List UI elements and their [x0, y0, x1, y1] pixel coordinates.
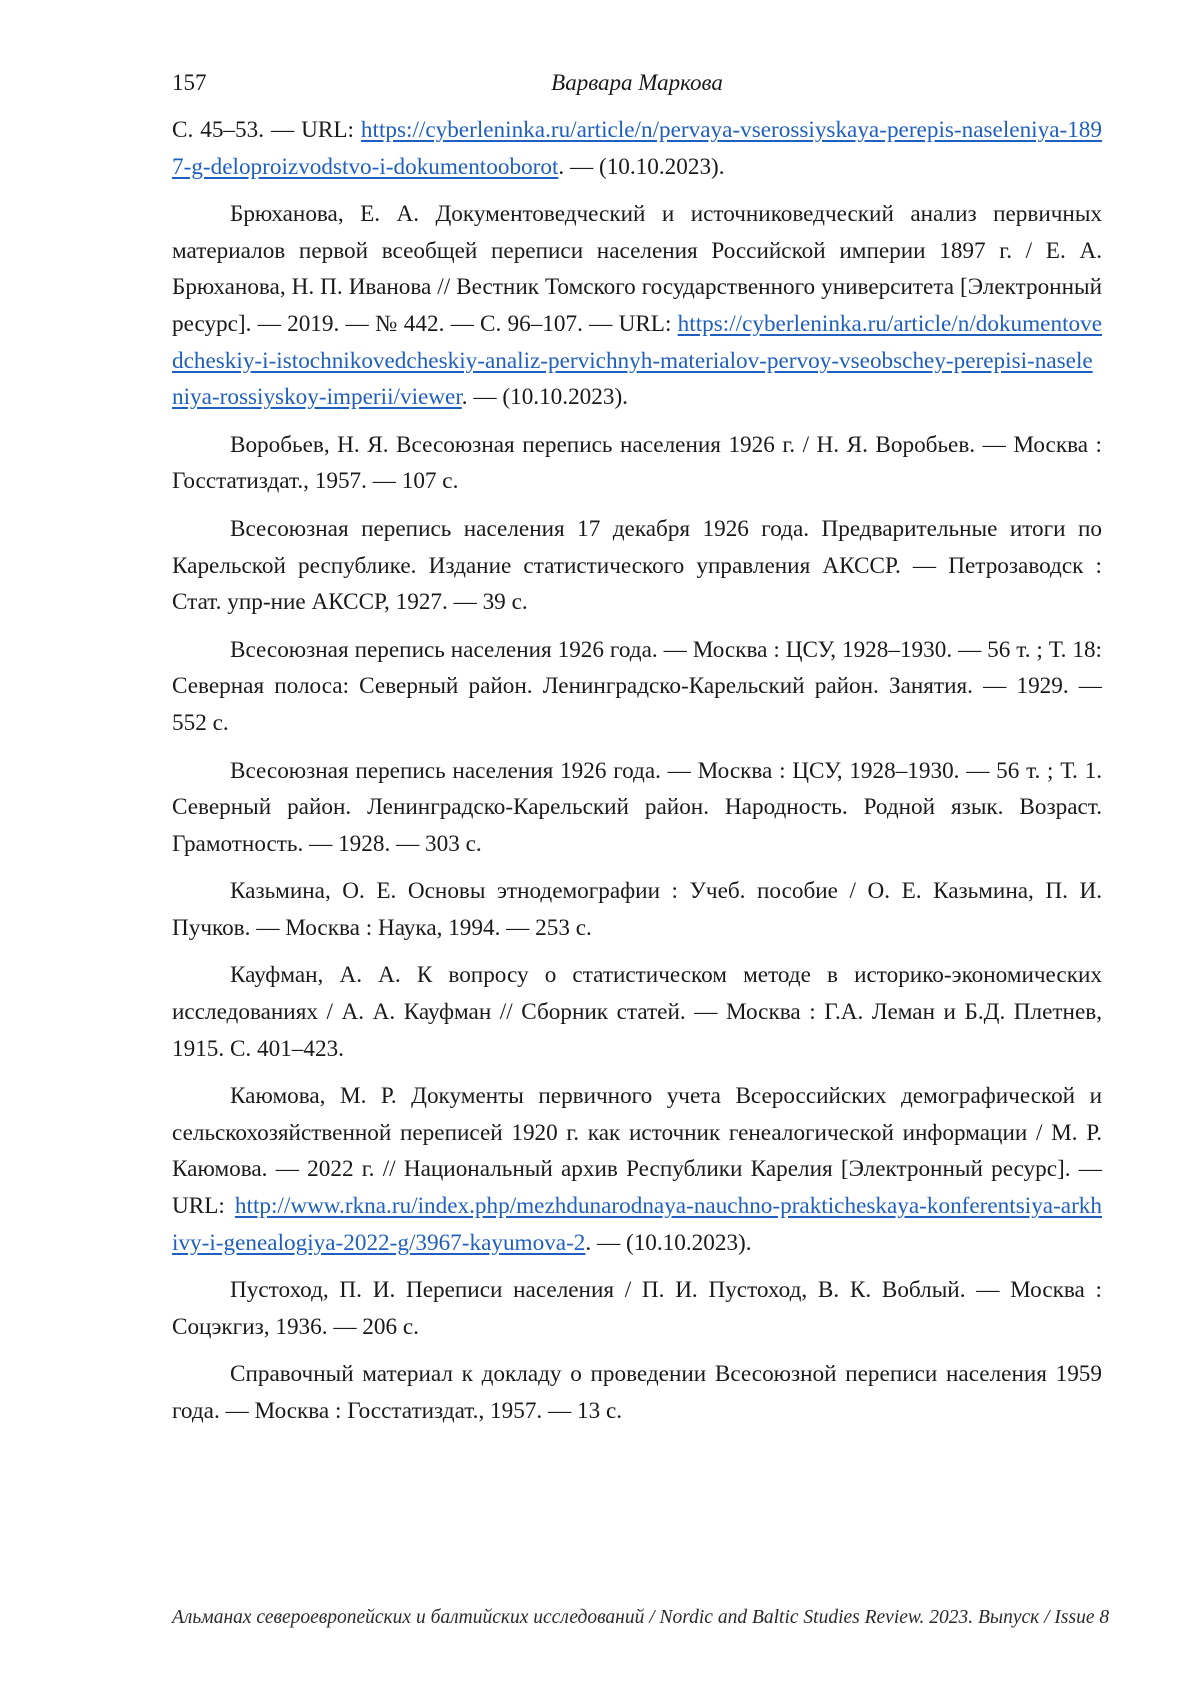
- reference-list: [172, 112, 1102, 1441]
- reference-access-date: . — (10.10.2023).: [558, 154, 724, 180]
- page-number: 157: [172, 70, 207, 96]
- reference-text: Брюханова, Е. А. Документоведческий и источниковедческий анализ первичных материалов первой всеобщей переписи населения Российской империи 1897 г. / Е. А. Брюханова, Н. П. Иванова // Вестник Томского государственного университета [Электронный ресурс]. — 2019. — № 442. — С. 96–107. — URL:: [172, 201, 1102, 337]
- journal-footer: Альманах североевропейских и балтийских исследований / Nordic and Baltic Studies Review. 2023. Выпуск / Issue 8: [172, 1607, 1102, 1629]
- reference-entry: [172, 196, 1102, 416]
- reference-text: Казьмина, О. Е. Основы этнодемографии : Учеб. пособие / О. Е. Казьмина, П. И. Пучков. — Москва : Наука, 1994. — 253 с.: [172, 878, 1102, 941]
- reference-text: Всесоюзная перепись населения 1926 года. — Москва : ЦСУ, 1928–1930. — 56 т. ; Т. 1. Северный район. Ленинградско-Карельский район. Народность. Родной язык. Возраст. Грамотность. — 1928. — 303 с.: [172, 758, 1102, 857]
- running-head-author: Варвара Маркова: [172, 70, 1102, 96]
- reference-access-date: . — (10.10.2023).: [585, 1230, 751, 1256]
- reference-entry: [172, 873, 1102, 946]
- reference-text: Кауфман, А. А. К вопросу о статистическом методе в историко-экономических исследованиях / А. А. Кауфман // Сборник статей. — Москва : Г.А. Леман и Б.Д. Плетнев, 1915. С. 401–423.: [172, 962, 1102, 1061]
- page-header: [172, 70, 1102, 106]
- reference-entry: [172, 112, 1102, 185]
- reference-text: Справочный материал к докладу о проведении Всесоюзной переписи населения 1959 года. — Москва : Госстатиздат., 1957. — 13 с.: [172, 1361, 1102, 1424]
- reference-entry: [172, 957, 1102, 1067]
- reference-link[interactable]: http://www.rkna.ru/index.php/mezhdunarodnaya-nauchno-prakticheskaya-konferentsiya-arkhivy-i-genealogiya-2022-g/3967-kayumova-2: [172, 1193, 1102, 1256]
- reference-entry: [172, 1272, 1102, 1345]
- reference-entry: [172, 427, 1102, 500]
- reference-text: С. 45–53. — URL:: [172, 117, 361, 143]
- reference-entry: [172, 1078, 1102, 1261]
- reference-text: Пустоход, П. И. Переписи населения / П. И. Пустоход, В. К. Воблый. — Москва : Соцэкгиз, 1936. — 206 с.: [172, 1277, 1102, 1340]
- reference-entry: [172, 511, 1102, 621]
- reference-link[interactable]: https://cyberleninka.ru/article/n/dokumentovedcheskiy-i-istochnikovedcheskiy-analiz-pervichnyh-materialov-pervoy-vseobschey-perepisi-naseleniya-rossiyskoy-imperii/viewer: [172, 311, 1102, 410]
- reference-entry: [172, 632, 1102, 742]
- reference-text: Всесоюзная перепись населения 17 декабря 1926 года. Предварительные итоги по Карельской республике. Издание статистического управления АКССР. — Петрозаводск : Стат. упр-ние АКССР, 1927. — 39 с.: [172, 516, 1102, 615]
- reference-text: Всесоюзная перепись населения 1926 года. — Москва : ЦСУ, 1928–1930. — 56 т. ; Т. 18: Северная полоса: Северный район. Ленинградско-Карельский район. Занятия. — 1929. — 552 с.: [172, 637, 1102, 736]
- reference-entry: [172, 753, 1102, 863]
- reference-entry: [172, 1356, 1102, 1429]
- reference-text: Воробьев, Н. Я. Всесоюзная перепись населения 1926 г. / Н. Я. Воробьев. — Москва : Госстатиздат., 1957. — 107 с.: [172, 432, 1102, 495]
- reference-text: Каюмова, М. Р. Документы первичного учета Всероссийских демографической и сельскохозяйственной переписей 1920 г. как источник генеалогической информации / М. Р. Каюмова. — 2022 г. // Национальный архив Республики Карелия [Электронный ресурс]. — URL:: [172, 1083, 1102, 1219]
- reference-access-date: . — (10.10.2023).: [462, 384, 628, 410]
- reference-link[interactable]: https://cyberleninka.ru/article/n/pervaya-vserossiyskaya-perepis-naseleniya-1897-g-deloproizvodstvo-i-dokumentooborot: [172, 117, 1102, 180]
